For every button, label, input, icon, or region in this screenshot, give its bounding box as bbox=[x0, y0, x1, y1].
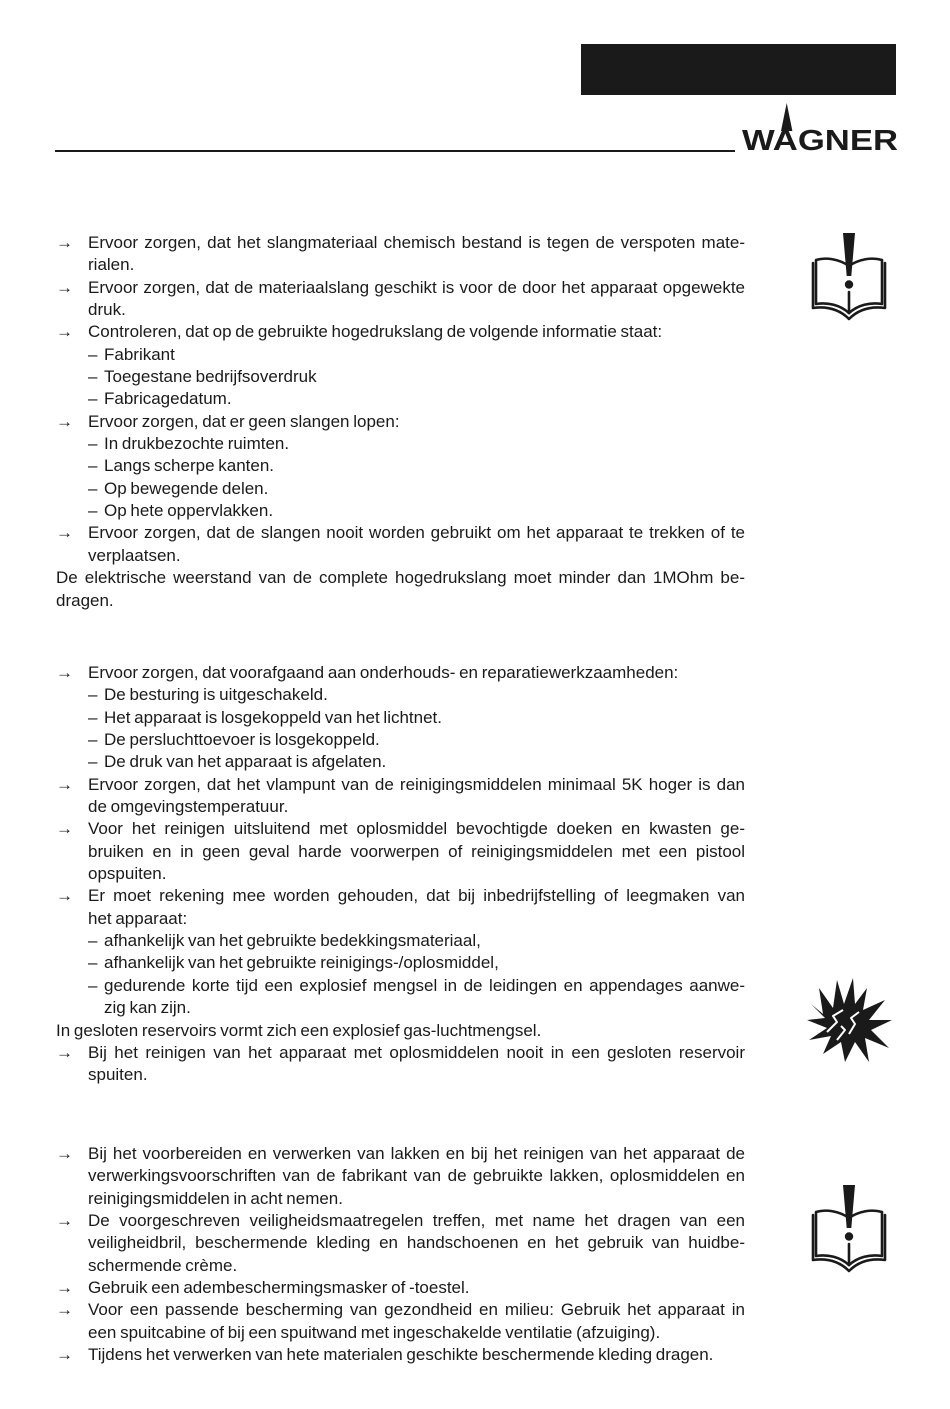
dash-list-item bbox=[56, 975, 745, 1020]
text-line: Langs scherpe kanten. bbox=[104, 456, 275, 476]
arrow-bullet: → bbox=[56, 277, 73, 297]
arrow-list-item bbox=[56, 1277, 745, 1299]
arrow-bullet: → bbox=[56, 1278, 73, 1298]
dash-list-item bbox=[56, 366, 745, 388]
dash-bullet: – bbox=[88, 931, 98, 951]
arrow-bullet: → bbox=[56, 523, 73, 543]
dash-list-item bbox=[56, 433, 745, 455]
dash-list-item bbox=[56, 729, 745, 751]
section-2 bbox=[56, 662, 745, 1087]
text-line: rialen. bbox=[88, 255, 135, 275]
text-line: In drukbezochte ruimten. bbox=[104, 434, 290, 454]
text-line: De elektrische weerstand van de complete hogedrukslang moet minder dan 1MOhm be- bbox=[56, 568, 745, 588]
arrow-list-item bbox=[56, 321, 745, 343]
text-line: Fabrikant bbox=[104, 344, 175, 364]
arrow-list-item bbox=[56, 885, 745, 930]
arrow-list-item bbox=[56, 411, 745, 433]
dash-bullet: – bbox=[88, 953, 98, 973]
text-line: druk. bbox=[88, 300, 126, 320]
text-line: Op hete oppervlakken. bbox=[104, 501, 274, 521]
text-line: veiligheidbril, beschermende kleding en handschoenen en het gebruik van huidbe- bbox=[88, 1233, 745, 1253]
arrow-bullet: → bbox=[56, 1144, 73, 1163]
dash-bullet: – bbox=[88, 975, 98, 995]
arrow-list-item bbox=[56, 1143, 745, 1210]
text-line: Controleren, dat op de gebruikte hogedrukslang de volgende informatie staat: bbox=[88, 322, 663, 342]
dash-list-item bbox=[56, 751, 745, 773]
arrow-list-item bbox=[56, 1299, 745, 1344]
arrow-list-item bbox=[56, 662, 745, 684]
text-line: Ervoor zorgen, dat er geen slangen lopen: bbox=[88, 411, 400, 431]
dash-list-item bbox=[56, 388, 745, 410]
text-line: Ervoor zorgen, dat het slangmateriaal chemisch bestand is tegen de verspoten mate- bbox=[88, 233, 745, 252]
arrow-bullet: → bbox=[56, 1042, 73, 1062]
dash-bullet: – bbox=[88, 389, 98, 409]
text-line: afhankelijk van het gebruikte bedekkingsmateriaal, bbox=[104, 931, 481, 951]
dash-bullet: – bbox=[88, 707, 98, 727]
dash-bullet: – bbox=[88, 478, 98, 498]
text-line: verplaatsen. bbox=[88, 545, 181, 565]
arrow-list-item bbox=[56, 1042, 745, 1087]
dash-bullet: – bbox=[88, 344, 98, 364]
section-1 bbox=[56, 232, 745, 612]
dash-bullet: – bbox=[88, 730, 98, 750]
arrow-bullet: → bbox=[56, 819, 73, 839]
text-line: afhankelijk van het gebruikte reinigings-/oplosmiddel, bbox=[104, 953, 499, 973]
logo-wordmark: WAGNER bbox=[742, 125, 899, 155]
dash-list-item bbox=[56, 344, 745, 366]
text-line: Voor een passende bescherming van gezondheid en milieu: Gebruik het apparaat in bbox=[88, 1300, 745, 1320]
arrow-bullet: → bbox=[56, 233, 73, 252]
arrow-bullet: → bbox=[56, 1300, 73, 1320]
text-line: Ervoor zorgen, dat de slangen nooit worden gebruikt om het apparaat te trekken of te bbox=[88, 523, 745, 543]
dash-bullet: – bbox=[88, 685, 98, 705]
dash-list-item bbox=[56, 684, 745, 706]
dash-list-item bbox=[56, 707, 745, 729]
arrow-bullet: → bbox=[56, 411, 73, 431]
text-line: Op bewegende delen. bbox=[104, 478, 269, 498]
text-line: Voor het reinigen uitsluitend met oplosmiddel bevochtigde doeken en kwasten ge- bbox=[88, 819, 745, 839]
dash-bullet: – bbox=[88, 752, 98, 772]
text-line: Bij het reinigen van het apparaat met oplosmiddelen nooit in een gesloten reservoir bbox=[88, 1042, 745, 1062]
text-line: Het apparaat is losgekoppeld van het lichtnet. bbox=[104, 707, 443, 727]
dash-bullet: – bbox=[88, 456, 98, 476]
dash-list-item bbox=[56, 930, 745, 952]
dash-bullet: – bbox=[88, 367, 98, 387]
text-line: Bij het voorbereiden en verwerken van lakken en bij het reinigen van het apparaat de bbox=[88, 1144, 745, 1163]
text-line: Ervoor zorgen, dat het vlampunt van de reinigingsmiddelen minimaal 5K hoger is dan bbox=[88, 774, 745, 794]
dash-list-item bbox=[56, 455, 745, 477]
dash-bullet: – bbox=[88, 434, 98, 454]
text-line: In gesloten reservoirs vormt zich een explosief gas-luchtmengsel. bbox=[56, 1020, 542, 1040]
text-line: De voorgeschreven veiligheidsmaatregelen treffen, met name het dragen van een bbox=[88, 1211, 745, 1231]
arrow-list-item bbox=[56, 818, 745, 885]
text-line: gedurende korte tijd een explosief mengsel in de leidingen en appendages aanwe- bbox=[104, 975, 745, 995]
arrow-list-item bbox=[56, 522, 745, 567]
text-line: de omgevingstemperatuur. bbox=[88, 797, 289, 817]
text-line: Er moet rekening mee worden gehouden, dat bij inbedrijfstelling of leegmaken van bbox=[88, 886, 745, 906]
arrow-list-item bbox=[56, 277, 745, 322]
arrow-bullet: → bbox=[56, 886, 73, 906]
text-line: spuiten. bbox=[88, 1065, 148, 1085]
text-line: een spuitcabine of bij een spuitwand met ingeschakelde ventilatie (afzuiging). bbox=[88, 1322, 661, 1342]
section-3 bbox=[56, 1143, 745, 1366]
dash-list-item bbox=[56, 500, 745, 522]
dash-bullet: – bbox=[88, 501, 98, 521]
text-line: zig kan zijn. bbox=[104, 998, 191, 1018]
text-line: reinigingsmiddelen in acht nemen. bbox=[88, 1188, 343, 1208]
text-line: Tijdens het verwerken van hete materialen geschikte beschermende kleding dragen. bbox=[88, 1345, 714, 1365]
arrow-bullet: → bbox=[56, 322, 73, 342]
text-line: De besturing is uitgeschakeld. bbox=[104, 685, 328, 705]
text-line: bruiken en in geen geval harde voorwerpen of reinigingsmiddelen met een pistool bbox=[88, 841, 745, 861]
text-line: dragen. bbox=[56, 590, 114, 610]
paragraph bbox=[56, 1020, 745, 1042]
arrow-list-item bbox=[56, 774, 745, 819]
text-line: Fabricagedatum. bbox=[104, 389, 232, 409]
text-line: opspuiten. bbox=[88, 864, 167, 884]
arrow-bullet: → bbox=[56, 663, 73, 682]
arrow-list-item bbox=[56, 1344, 745, 1366]
text-line: het apparaat: bbox=[88, 908, 188, 928]
text-line: De druk van het apparaat is afgelaten. bbox=[104, 752, 387, 772]
arrow-bullet: → bbox=[56, 1345, 73, 1365]
arrow-bullet: → bbox=[56, 774, 73, 794]
arrow-list-item bbox=[56, 232, 745, 277]
text-line: De persluchttoevoer is losgekoppeld. bbox=[104, 730, 380, 750]
dash-list-item bbox=[56, 952, 745, 974]
text-line: Gebruik een adembeschermingsmasker of -toestel. bbox=[88, 1278, 470, 1298]
text-line: Ervoor zorgen, dat de materiaalslang geschikt is voor de door het apparaat opgewekte bbox=[88, 277, 745, 297]
arrow-list-item bbox=[56, 1210, 745, 1277]
dash-list-item bbox=[56, 478, 745, 500]
paragraph bbox=[56, 567, 745, 612]
text-line: schermende crème. bbox=[88, 1255, 238, 1275]
text-line: Toegestane bedrijfsoverdruk bbox=[104, 367, 317, 387]
text-line: Ervoor zorgen, dat voorafgaand aan onderhouds- en reparatiewerkzaamheden: bbox=[88, 663, 679, 682]
text-line: verwerkingsvoorschriften van de fabrikant van de gebruikte lakken, oplosmiddelen en bbox=[88, 1166, 745, 1186]
arrow-bullet: → bbox=[56, 1211, 73, 1231]
